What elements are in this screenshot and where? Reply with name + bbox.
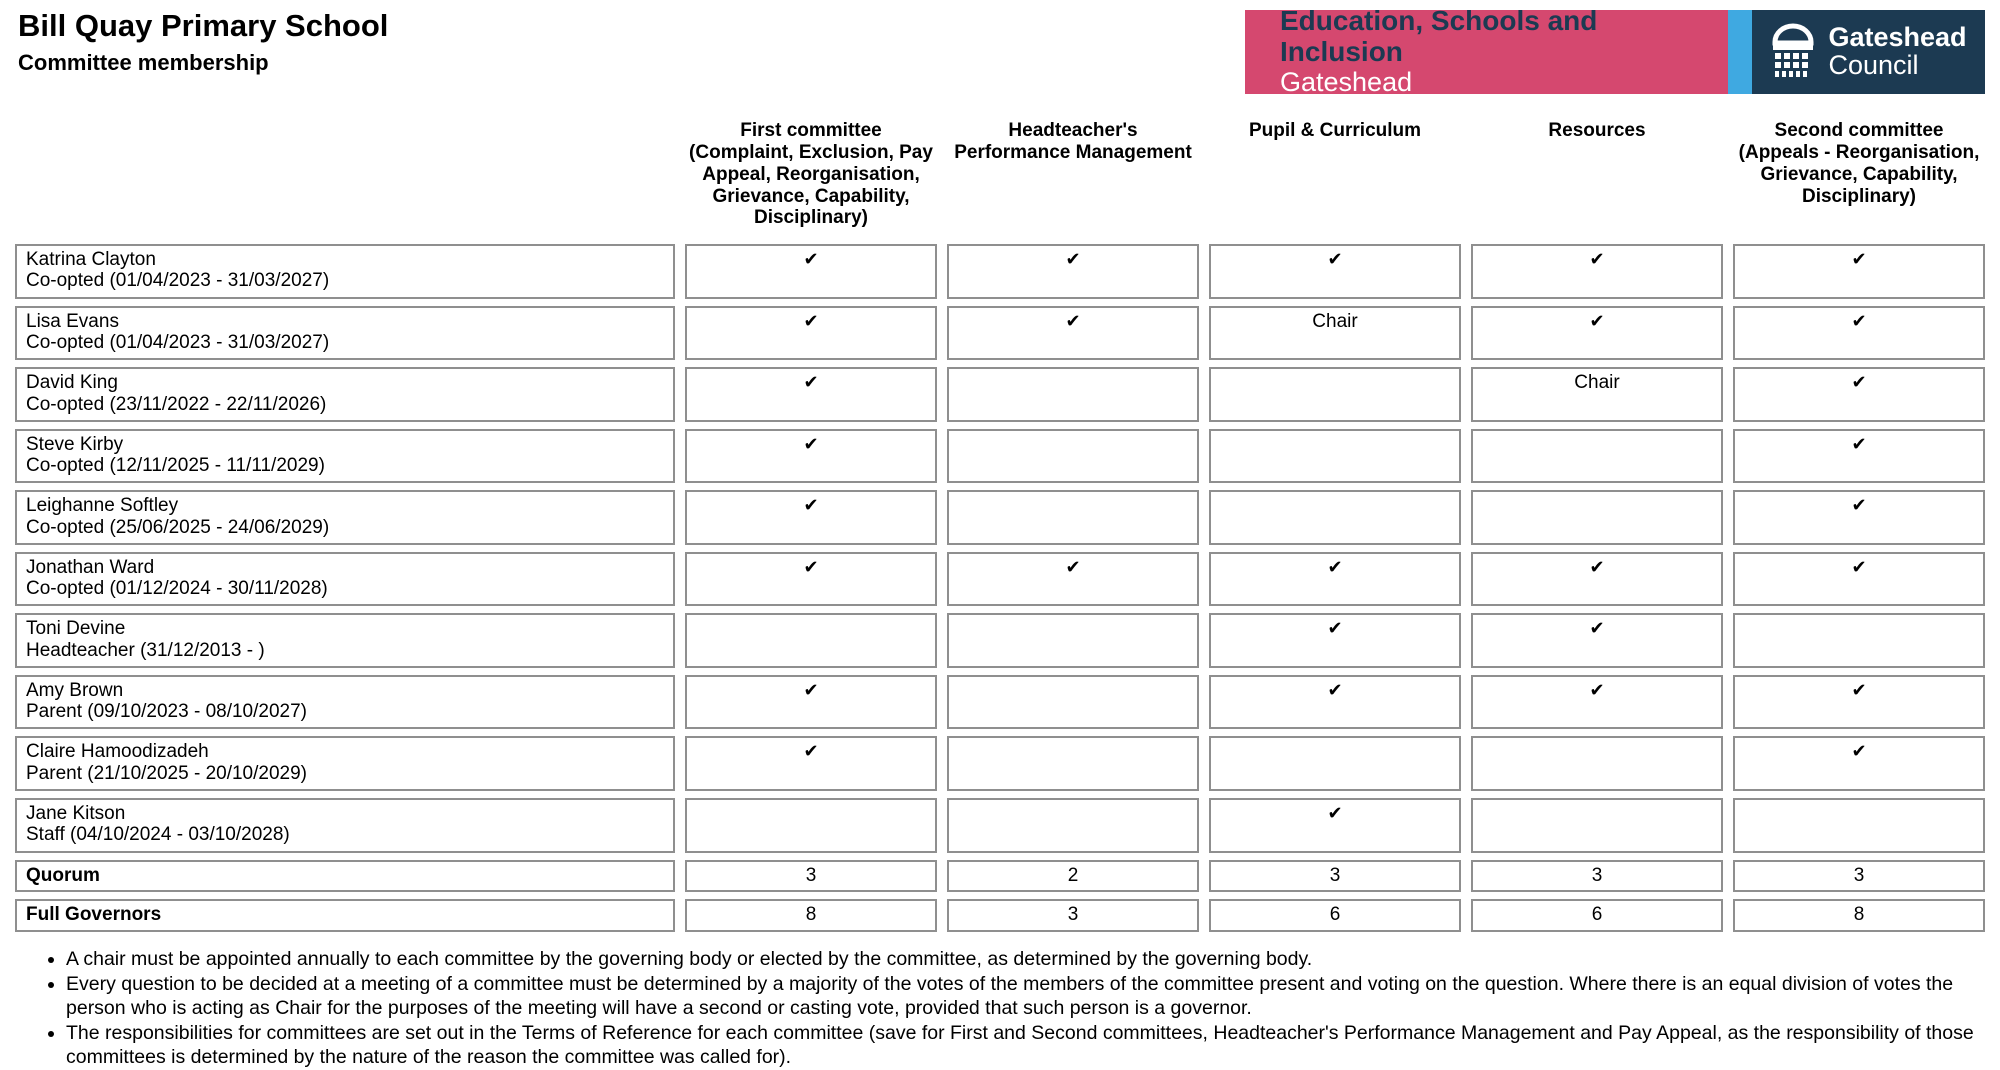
membership-cell: ✔ bbox=[1471, 244, 1723, 299]
membership-cell: 3 bbox=[947, 899, 1199, 932]
membership-cell: 3 bbox=[1471, 860, 1723, 893]
membership-cell: ✔ bbox=[947, 552, 1199, 607]
membership-cell bbox=[947, 613, 1199, 668]
membership-cell bbox=[947, 798, 1199, 853]
page-subtitle: Committee membership bbox=[18, 50, 269, 75]
membership-cell: ✔ bbox=[1209, 675, 1461, 730]
summary-row-label: Full Governors bbox=[15, 899, 675, 932]
page-title: Bill Quay Primary School bbox=[18, 8, 389, 43]
membership-cell: ✔ bbox=[685, 429, 937, 484]
governor-role-and-term: Co-opted (01/12/2024 - 30/11/2028) bbox=[26, 578, 328, 600]
governor-name-cell bbox=[15, 552, 675, 607]
membership-cell bbox=[685, 798, 937, 853]
membership-cell: ✔ bbox=[1209, 552, 1461, 607]
membership-cell: ✔ bbox=[947, 244, 1199, 299]
governor-role-and-term: Parent (09/10/2023 - 08/10/2027) bbox=[26, 701, 307, 723]
column-header-second-committee: Second committee (Appeals - Reorganisation, Grievance, Capability, Disciplinary) bbox=[1738, 120, 1980, 207]
governor-role-and-term: Headteacher (31/12/2013 - ) bbox=[26, 639, 265, 661]
table-corner-spacer bbox=[15, 118, 675, 237]
membership-cell bbox=[1733, 798, 1985, 853]
governor-name-cell bbox=[15, 675, 675, 730]
membership-cell: ✔ bbox=[1733, 306, 1985, 361]
banner-service-panel bbox=[1245, 5, 1728, 97]
governor-role-and-term: Co-opted (25/06/2025 - 24/06/2029) bbox=[26, 516, 330, 538]
governor-name: Lisa Evans bbox=[26, 310, 119, 332]
governor-name: Katrina Clayton bbox=[26, 249, 156, 271]
council-name-line2: Council bbox=[1828, 50, 1919, 80]
governor-role-and-term: Parent (21/10/2025 - 20/10/2029) bbox=[26, 762, 307, 784]
membership-cell: ✔ bbox=[1471, 552, 1723, 607]
membership-cell: ✔ bbox=[1733, 490, 1985, 545]
membership-cell bbox=[1733, 613, 1985, 668]
banner-divider bbox=[1728, 10, 1752, 94]
note-bullet: • A chair must be appointed annually to each committee by the governing body or elected by the committee, as determined by the governing body. bbox=[66, 948, 1980, 972]
membership-cell: 3 bbox=[1209, 860, 1461, 893]
membership-cell: 3 bbox=[685, 860, 937, 893]
governor-name-cell bbox=[15, 306, 675, 361]
column-header-first-committee: First committee (Complaint, Exclusion, Pay Appeal, Reorganisation, Grievance, Capability, Disciplinary) bbox=[689, 120, 933, 229]
membership-cell bbox=[1209, 490, 1461, 545]
council-wordmark bbox=[1828, 24, 1966, 79]
governor-role-and-term: Staff (04/10/2024 - 03/10/2028) bbox=[26, 824, 290, 846]
membership-cell: 8 bbox=[1733, 899, 1985, 932]
membership-cell: 6 bbox=[1209, 899, 1461, 932]
membership-cell: 3 bbox=[1733, 860, 1985, 893]
governor-role-and-term: Co-opted (01/04/2023 - 31/03/2027) bbox=[26, 270, 330, 292]
column-header-headteachers-performance-management: Headteacher's Performance Management bbox=[954, 120, 1192, 163]
membership-cell: ✔ bbox=[1209, 244, 1461, 299]
page-header bbox=[0, 0, 2000, 118]
membership-cell bbox=[947, 490, 1199, 545]
membership-cell: ✔ bbox=[947, 306, 1199, 361]
governor-name-cell bbox=[15, 367, 675, 422]
membership-cell: ✔ bbox=[1209, 613, 1461, 668]
governor-name: Steve Kirby bbox=[26, 433, 124, 455]
banner-service-title: Education, Schools and Inclusion bbox=[1280, 5, 1598, 68]
gateshead-council-logo-icon bbox=[1770, 23, 1816, 82]
membership-cell: ✔ bbox=[1733, 367, 1985, 422]
note-bullet: • The responsibilities for committees are set out in the Terms of Reference for each committee (save for First and Second committees, Headteacher's Performance Management and Pay Appeal, as the responsibility of those committees is determined by the nature of the reason the committee was called for). bbox=[66, 1022, 1980, 1070]
membership-cell bbox=[1471, 490, 1723, 545]
banner-council-panel bbox=[1752, 10, 1985, 94]
governor-role-and-term: Co-opted (01/04/2023 - 31/03/2027) bbox=[26, 332, 330, 354]
membership-cell: ✔ bbox=[685, 306, 937, 361]
membership-cell: ✔ bbox=[1209, 798, 1461, 853]
governor-name: Jonathan Ward bbox=[26, 556, 155, 578]
column-header-resources: Resources bbox=[1548, 120, 1646, 141]
membership-cell: ✔ bbox=[1471, 613, 1723, 668]
governor-name-cell bbox=[15, 244, 675, 299]
governor-name: Claire Hamoodizadeh bbox=[26, 741, 209, 763]
summary-row-label: Quorum bbox=[15, 860, 675, 893]
membership-cell: 8 bbox=[685, 899, 937, 932]
membership-cell: ✔ bbox=[685, 244, 937, 299]
membership-cell: ✔ bbox=[1733, 675, 1985, 730]
membership-cell: ✔ bbox=[1733, 244, 1985, 299]
membership-cell bbox=[1209, 736, 1461, 791]
governor-name: Leighanne Softley bbox=[26, 495, 179, 517]
membership-cell: 6 bbox=[1471, 899, 1723, 932]
governor-name: Amy Brown bbox=[26, 679, 124, 701]
membership-cell: ✔ bbox=[685, 552, 937, 607]
membership-cell bbox=[1209, 429, 1461, 484]
membership-cell: ✔ bbox=[685, 490, 937, 545]
governor-name-cell bbox=[15, 429, 675, 484]
governor-name-cell bbox=[15, 736, 675, 791]
membership-cell: ✔ bbox=[685, 675, 937, 730]
membership-cell bbox=[1471, 429, 1723, 484]
note-bullet: • Every question to be decided at a meeting of a committee must be determined by a majority of the votes of the members of the committee present and voting on the question. Where there is an equal division of votes the person who is acting as Chair for the purposes of the meeting will have a second or casting vote, provided that such person is a governor. bbox=[66, 973, 1980, 1021]
membership-cell: ✔ bbox=[685, 367, 937, 422]
membership-cell bbox=[1209, 367, 1461, 422]
governor-name-cell bbox=[15, 490, 675, 545]
membership-cell bbox=[1471, 798, 1723, 853]
membership-cell bbox=[1471, 736, 1723, 791]
membership-cell: ✔ bbox=[1471, 306, 1723, 361]
governor-name: Toni Devine bbox=[26, 618, 126, 640]
membership-cell: ✔ bbox=[1471, 675, 1723, 730]
governor-name: David King bbox=[26, 372, 118, 394]
membership-cell bbox=[947, 367, 1199, 422]
membership-cell: Chair bbox=[1209, 306, 1461, 361]
membership-cell: Chair bbox=[1471, 367, 1723, 422]
membership-cell bbox=[947, 675, 1199, 730]
governor-role-and-term: Co-opted (23/11/2022 - 22/11/2026) bbox=[26, 393, 327, 415]
membership-cell: 2 bbox=[947, 860, 1199, 893]
membership-cell bbox=[947, 736, 1199, 791]
governor-name-cell bbox=[15, 798, 675, 853]
membership-cell bbox=[947, 429, 1199, 484]
membership-cell: ✔ bbox=[685, 736, 937, 791]
governor-role-and-term: Co-opted (12/11/2025 - 11/11/2029) bbox=[26, 455, 325, 477]
governor-name-cell bbox=[15, 613, 675, 668]
banner-service-region: Gateshead bbox=[1280, 66, 1413, 97]
notes-list bbox=[66, 948, 1980, 1070]
council-name-line1: Gateshead bbox=[1828, 22, 1967, 53]
gateshead-banner bbox=[1245, 5, 1985, 97]
membership-cell: ✔ bbox=[1733, 552, 1985, 607]
committee-membership-table bbox=[15, 118, 1985, 932]
governor-name: Jane Kitson bbox=[26, 803, 126, 824]
membership-cell: ✔ bbox=[1733, 429, 1985, 484]
membership-cell: ✔ bbox=[1733, 736, 1985, 791]
title-block bbox=[18, 8, 388, 76]
membership-cell bbox=[685, 613, 937, 668]
column-header-pupil-curriculum: Pupil & Curriculum bbox=[1248, 120, 1422, 141]
